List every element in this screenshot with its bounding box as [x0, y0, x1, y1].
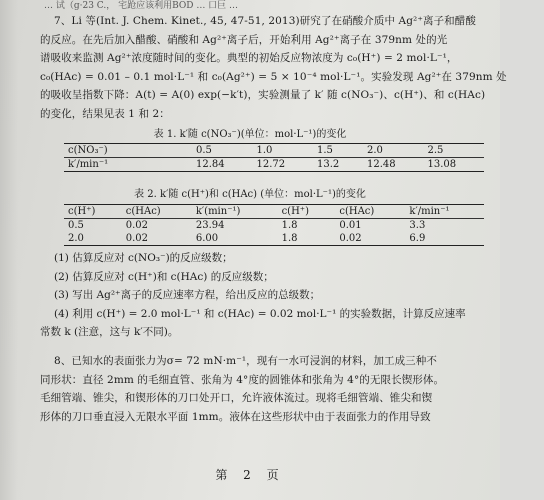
question-item: (4) 利用 c(H⁺) = 2.0 mol·L⁻¹ 和 c(HAc) = 0.02 mol·L⁻¹ 的实验数据，计算反应速率 [54, 307, 466, 320]
table-cell: 6.9 [409, 233, 426, 244]
table-cell: 1.5 [313, 144, 363, 158]
table-header-cell: c(HAc) [335, 205, 405, 219]
table1-row-concentration [64, 144, 484, 158]
table-cell: c(NO₃⁻) [64, 144, 192, 158]
table-cell: 3.3 [409, 220, 426, 231]
problem8-paragraph [40, 352, 480, 426]
problem7-line: 谱吸收来监测 Ag²⁺浓度随时间的变化。典型的初始反应物浓度为 c₀(H⁺) = 2 mol·L⁻¹， [40, 52, 458, 64]
table-cell: 2.5 [423, 144, 484, 158]
table-cell: 0.01 [339, 220, 362, 231]
problem7-paragraph [40, 12, 507, 123]
table-cell: 6.00 [195, 233, 219, 244]
question-item: 常数 k (注意，这与 k′不同)。 [40, 326, 179, 338]
table-cell: 0.02 [125, 233, 149, 244]
problem7-line: 的反应。在先后加入醋酸、硝酸和 Ag²⁺离子后，开始利用 Ag²⁺离子在 379nm 处的光 [40, 33, 448, 46]
table-row [64, 219, 484, 233]
table-cell: 12.72 [256, 159, 286, 170]
table-cell: 0.02 [339, 233, 362, 244]
table-cell: 1.8 [281, 220, 298, 231]
problem7-line: 的变化，结果见表 1 和 2： [40, 107, 170, 120]
cut-off-top-line: … 试（g·23 C.， 宅跄应该利用BOD … 口巨 … [44, 1, 239, 11]
problem8-line: 形体的刀口垂直浸入无限水平面 1mm。液体在这些形状中由于表面张力的作用导致 [40, 410, 431, 423]
table-header-cell: k′/min⁻¹ [405, 205, 484, 219]
problem8-line: 同形状：直径 2mm 的毛细直管、张角为 4°度的圆锥体和张角为 4°的无限长锲形体。 [40, 373, 445, 386]
table-header-cell: c(H⁺) [64, 205, 122, 219]
problem8-line: 毛细管端、锥尖，和锲形体的刀口处开口，允许液体流过。现将毛细管端、锥尖和锲 [40, 392, 433, 404]
table-cell: 12.48 [366, 159, 396, 170]
table-cell: 0.5 [192, 144, 253, 158]
table-cell: 2.0 [363, 144, 424, 158]
problem7-line: c₀(HAc) = 0.01 – 0.1 mol·L⁻¹ 和 c₀(Ag²⁺) = 5 × 10⁻⁴ mol·L⁻¹。实验发现 Ag²⁺在 379nm 处 [40, 70, 507, 83]
table1 [64, 143, 484, 172]
table-header-cell: c(HAc) [122, 205, 192, 219]
table2-header-row [64, 205, 484, 219]
table-cell: 2.0 [68, 233, 84, 244]
table-cell: 0.5 [68, 220, 84, 231]
table-cell: 13.08 [427, 159, 457, 170]
table2 [64, 204, 484, 246]
table-cell: 13.2 [317, 159, 340, 170]
question-item: (3) 写出 Ag²⁺离子的反应速率方程，给出反应的总级数； [54, 289, 321, 301]
table-cell: k′/min⁻¹ [68, 159, 109, 170]
table-cell: 23.94 [195, 220, 225, 231]
problem7-line: 7、Li 等(Int. J. Chem. Kinet., 45, 47-51, 2013)研究了在硝酸介质中 Ag²⁺离子和醋酸 [54, 15, 476, 27]
table-header-cell: k′(min⁻¹) [192, 205, 278, 219]
table-row [64, 232, 484, 246]
table-header-cell: c(H⁺) [278, 205, 336, 219]
table1-caption: 表 1. k′随 c(NO₃⁻)(单位：mol·L⁻¹)的变化 [153, 129, 347, 140]
problem8-line: 8、已知水的表面张力为σ= 72 mN·m⁻¹，现有一水可浸润的材料，加工成三种不 [54, 355, 437, 367]
question-item: (1) 估算反应对 c(NO₃⁻)的反应级数； [54, 252, 233, 264]
page-edge-shadow [0, 0, 18, 500]
table-cell: 1.0 [253, 144, 314, 158]
question-list [40, 249, 490, 342]
question-item: (2) 估算反应对 c(H⁺)和 c(HAc) 的反应级数； [54, 270, 274, 283]
table-cell: 0.02 [125, 220, 149, 231]
table-cell: 1.8 [281, 233, 298, 244]
problem7-line: 的吸收呈指数下降：A(t) = A(0) exp(−k′t)，实验测量了 k′ 随 c(NO₃⁻)、c(H⁺)、和 c(HAc) [40, 89, 486, 101]
table2-caption: 表 2. k′随 c(H⁺)和 c(HAc) (单位：mol·L⁻¹)的变化 [134, 189, 366, 200]
table1-row-rate [64, 158, 484, 172]
table-cell: 12.84 [196, 159, 225, 170]
page-number: 第 2 页 [215, 468, 285, 482]
